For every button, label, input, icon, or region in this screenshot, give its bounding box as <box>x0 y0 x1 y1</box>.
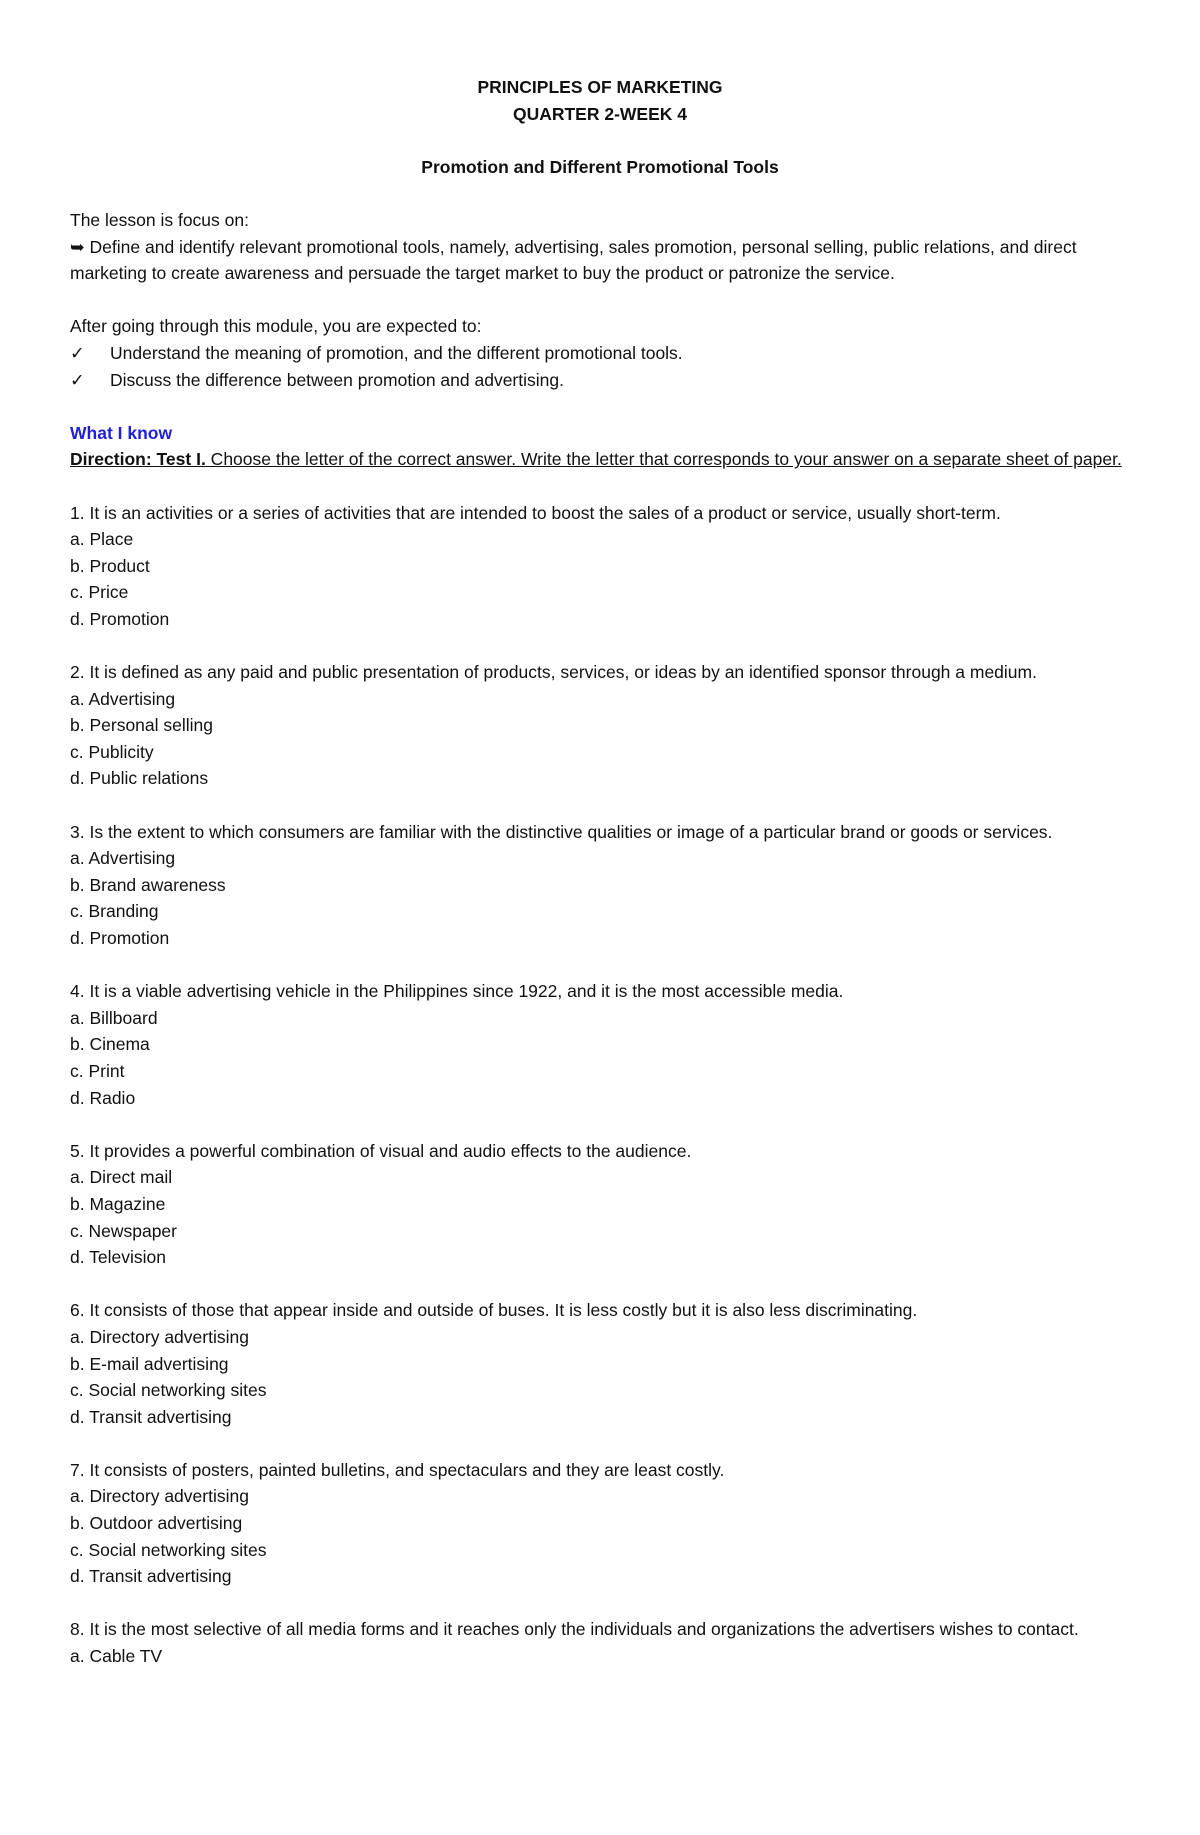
objective-item <box>70 340 1130 367</box>
answer-choice: a. Direct mail <box>70 1167 173 1188</box>
focus-label: The lesson is focus on: <box>70 209 249 230</box>
answer-choice: a. Directory advertising <box>70 1326 249 1347</box>
answer-choice: b. Product <box>70 555 150 576</box>
spacer <box>70 1111 1130 1138</box>
objective-text: Discuss the difference between promotion and advertising. <box>110 369 564 390</box>
spacer <box>70 952 1130 979</box>
answer-choice: d. Public relations <box>70 768 209 789</box>
answer-choice: c. Social networking sites <box>70 1539 267 1560</box>
answer-choice: b. E-mail advertising <box>70 1353 229 1374</box>
answer-choice: c. Newspaper <box>70 1220 177 1241</box>
answer-choice: c. Price <box>70 582 129 603</box>
question-text: It consists of posters, painted bulletins, and spectaculars and they are least costly. <box>84 1459 725 1480</box>
spacer <box>70 1271 1130 1298</box>
question-text: Is the extent to which consumers are familiar with the distinctive qualities or image of a particular brand or goods or services. <box>84 821 1053 842</box>
spacer <box>70 1430 1130 1457</box>
answer-choice: b. Brand awareness <box>70 874 226 895</box>
question-block <box>70 659 1130 819</box>
checkmark-icon: ✓ <box>70 342 85 363</box>
answer-choice: d. Radio <box>70 1087 136 1108</box>
question-stem <box>70 1616 1130 1643</box>
answer-choice: b. Cinema <box>70 1034 150 1055</box>
question-block <box>70 1616 1130 1669</box>
answer-choice: c. Print <box>70 1060 125 1081</box>
question-text: It consists of those that appear inside and outside of buses. It is less costly but it is also less discriminating. <box>84 1300 918 1321</box>
answer-choice: b. Personal selling <box>70 715 213 736</box>
answer-choice: a. Advertising <box>70 848 176 869</box>
spacer <box>70 792 1130 819</box>
spacer <box>70 1590 1130 1617</box>
question-number: 7. <box>70 1459 85 1480</box>
question-stem <box>70 978 1130 1005</box>
question-stem <box>70 819 1130 846</box>
question-stem <box>70 659 1130 686</box>
focus-text: Define and identify relevant promotional tools, namely, advertising, sales promotion, personal selling, public relations, and direct marketing to create awareness and persuade the target market to buy the product or patronize the service. <box>70 236 1077 284</box>
spacer <box>70 473 1130 500</box>
question-stem <box>70 1457 1130 1484</box>
document-page <box>70 74 1130 1670</box>
spacer <box>70 127 1130 154</box>
answer-choice: a. Cable TV <box>70 1646 163 1667</box>
question-block <box>70 1138 1130 1298</box>
answer-choice: a. Billboard <box>70 1007 158 1028</box>
direction-text: Choose the letter of the correct answer. Write the letter that corresponds to your answer on a separate sheet of paper. <box>205 449 1122 470</box>
question-number: 2. <box>70 662 85 683</box>
question-block <box>70 819 1130 979</box>
answer-choice: c. Branding <box>70 901 159 922</box>
answer-choice: b. Outdoor advertising <box>70 1513 243 1534</box>
question-block <box>70 1457 1130 1617</box>
question-text: It provides a powerful combination of visual and audio effects to the audience. <box>84 1140 692 1161</box>
quarter-label: QUARTER 2-WEEK 4 <box>512 103 688 124</box>
course-title: PRINCIPLES OF MARKETING <box>477 77 723 97</box>
question-text: It is a viable advertising vehicle in the Philippines since 1922, and it is the most accessible media. <box>84 981 844 1002</box>
question-block <box>70 1297 1130 1457</box>
objective-text: Understand the meaning of promotion, and the different promotional tools. <box>110 342 683 363</box>
spacer <box>70 393 1130 420</box>
spacer <box>70 180 1130 207</box>
answer-choice: d. Television <box>70 1247 166 1268</box>
answer-choice: d. Transit advertising <box>70 1566 232 1587</box>
answer-choice: d. Transit advertising <box>70 1406 232 1427</box>
answer-choice: d. Promotion <box>70 608 170 629</box>
section-heading: What I know <box>70 422 173 443</box>
direction-paragraph <box>70 446 1130 473</box>
question-number: 4. <box>70 981 85 1002</box>
question-block <box>70 978 1130 1138</box>
question-list <box>70 500 1130 1670</box>
expected-label: After going through this module, you are expected to: <box>70 316 482 337</box>
lesson-title: Promotion and Different Promotional Tools <box>421 156 779 177</box>
spacer <box>70 287 1130 314</box>
question-number: 5. <box>70 1140 85 1161</box>
objective-item <box>70 367 1130 394</box>
direction-label: Direction: Test I. <box>70 449 206 470</box>
question-stem <box>70 500 1130 527</box>
checkmark-icon: ✓ <box>70 369 85 390</box>
answer-choice: c. Social networking sites <box>70 1380 267 1401</box>
question-number: 6. <box>70 1300 85 1321</box>
question-stem <box>70 1138 1130 1165</box>
answer-choice: a. Directory advertising <box>70 1486 249 1507</box>
question-stem <box>70 1297 1130 1324</box>
question-number: 1. <box>70 502 85 523</box>
answer-choice: a. Advertising <box>70 688 176 709</box>
answer-choice: d. Promotion <box>70 928 170 948</box>
answer-choice: a. Place <box>70 529 134 550</box>
question-text: It is an activities or a series of activities that are intended to boost the sales of a product or service, usually short-term. <box>84 502 1001 523</box>
focus-paragraph <box>70 234 1130 287</box>
question-text: It is the most selective of all media forms and it reaches only the individuals and organizations the advertisers wishes to contact. <box>84 1619 1079 1640</box>
question-text: It is defined as any paid and public presentation of products, services, or ideas by an identified sponsor through a medium. <box>84 662 1037 683</box>
question-number: 3. <box>70 821 85 842</box>
question-number: 8. <box>70 1619 85 1640</box>
arrow-bullet-icon: ➥ <box>70 236 85 257</box>
answer-choice: b. Magazine <box>70 1193 166 1214</box>
question-block <box>70 500 1130 660</box>
spacer <box>70 632 1130 659</box>
answer-choice: c. Publicity <box>70 741 154 762</box>
